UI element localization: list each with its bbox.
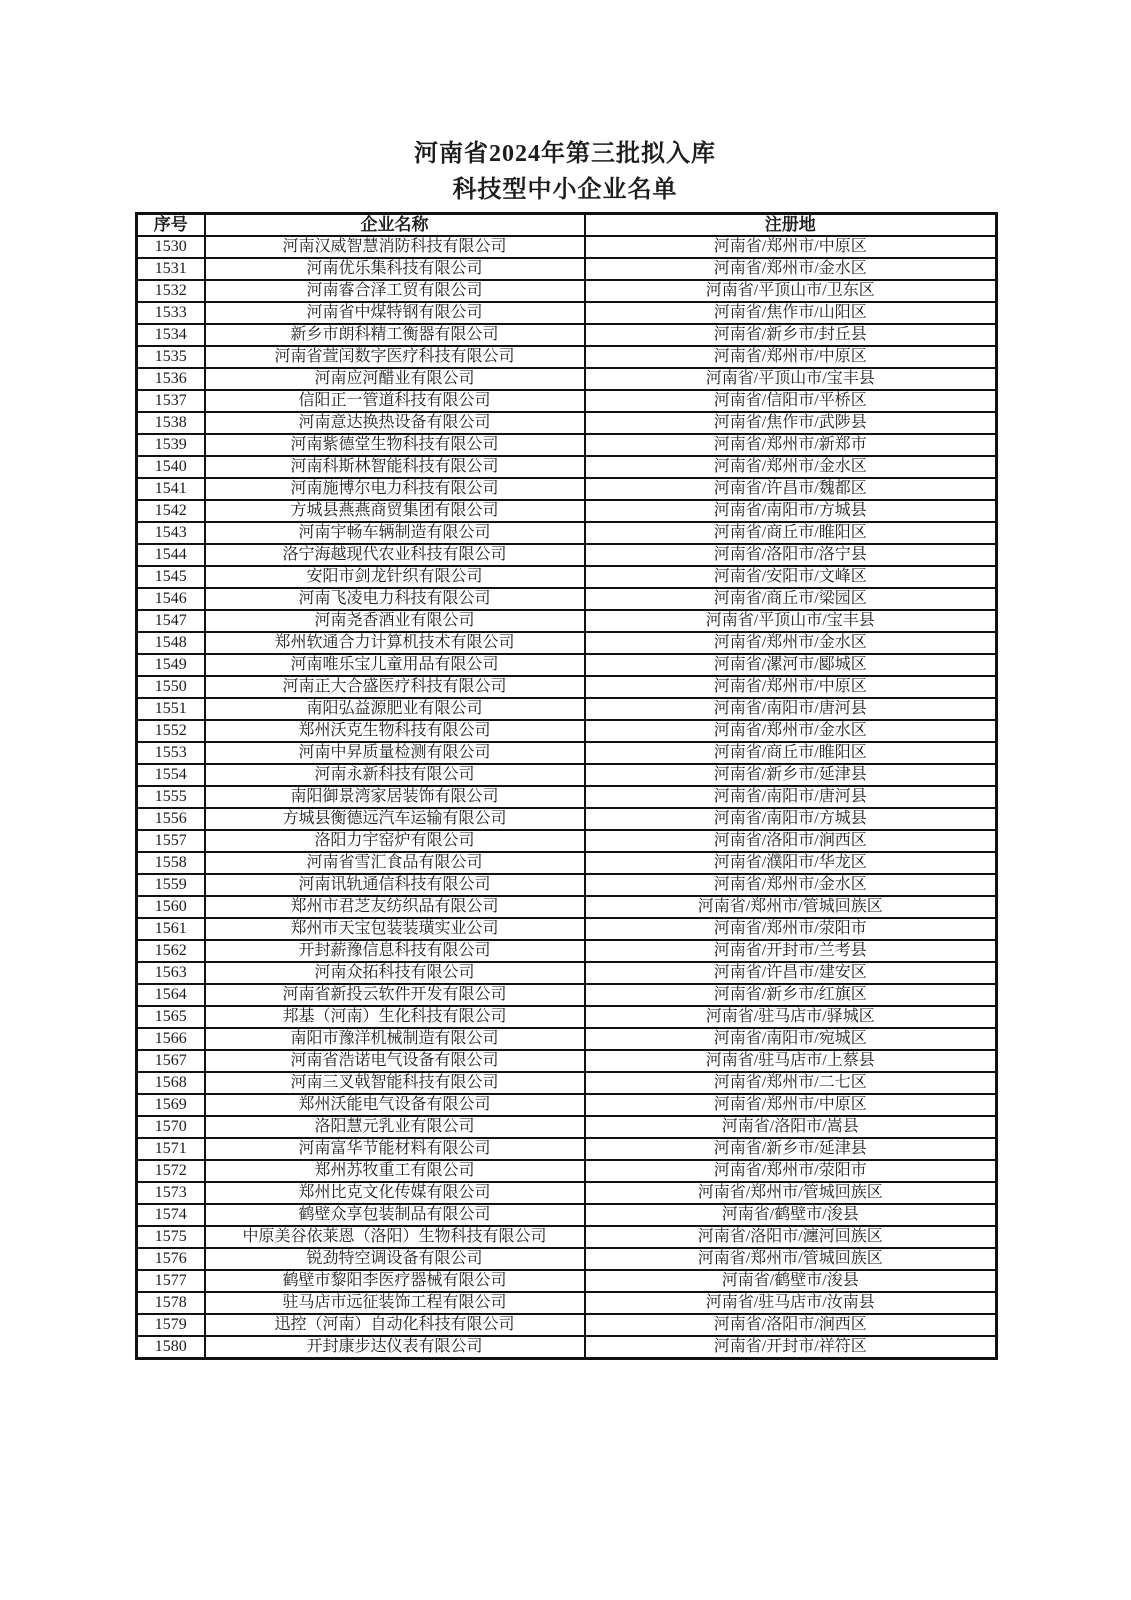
table-row (137, 280, 997, 302)
company-name-cell: 河南尧香酒业有限公司 (205, 610, 585, 632)
company-name-cell: 信阳正一管道科技有限公司 (205, 390, 585, 412)
table-row (137, 1094, 997, 1116)
company-name-cell: 鹤壁众享包装制品有限公司 (205, 1204, 585, 1226)
row-number-cell: 1574 (137, 1204, 205, 1226)
company-name-cell: 郑州比克文化传媒有限公司 (205, 1182, 585, 1204)
company-list-table (135, 212, 998, 1360)
table-row (137, 720, 997, 742)
table-row (137, 478, 997, 500)
company-name-cell: 河南意达换热设备有限公司 (205, 412, 585, 434)
row-number-cell: 1555 (137, 786, 205, 808)
registration-location-cell: 河南省/洛阳市/涧西区 (585, 830, 997, 852)
registration-location-cell: 河南省/新乡市/封丘县 (585, 324, 997, 346)
company-name-cell: 河南紫德堂生物科技有限公司 (205, 434, 585, 456)
row-number-cell: 1550 (137, 676, 205, 698)
table-row (137, 918, 997, 940)
company-name-cell: 河南省浩诺电气设备有限公司 (205, 1050, 585, 1072)
company-name-cell: 河南唯乐宝儿童用品有限公司 (205, 654, 585, 676)
row-number-cell: 1532 (137, 280, 205, 302)
row-number-cell: 1533 (137, 302, 205, 324)
row-number-cell: 1558 (137, 852, 205, 874)
company-name-cell: 河南汉威智慧消防科技有限公司 (205, 236, 585, 258)
table-row (137, 236, 997, 258)
registration-location-cell: 河南省/郑州市/荥阳市 (585, 1160, 997, 1182)
company-name-cell: 驻马店市远征装饰工程有限公司 (205, 1292, 585, 1314)
table-row (137, 1292, 997, 1314)
row-number-cell: 1551 (137, 698, 205, 720)
registration-location-cell: 河南省/新乡市/红旗区 (585, 984, 997, 1006)
company-name-cell: 南阳市豫洋机械制造有限公司 (205, 1028, 585, 1050)
registration-location-cell: 河南省/鹤壁市/浚县 (585, 1270, 997, 1292)
table-row (137, 786, 997, 808)
table-row (137, 1270, 997, 1292)
company-name-cell: 洛阳慧元乳业有限公司 (205, 1116, 585, 1138)
table-row (137, 940, 997, 962)
table-header (137, 214, 997, 237)
table-row (137, 412, 997, 434)
company-name-cell: 开封康步达仪表有限公司 (205, 1336, 585, 1359)
company-name-cell: 河南富华节能材料有限公司 (205, 1138, 585, 1160)
row-number-cell: 1578 (137, 1292, 205, 1314)
table-row (137, 1006, 997, 1028)
row-number-cell: 1576 (137, 1248, 205, 1270)
company-name-cell: 河南永新科技有限公司 (205, 764, 585, 786)
registration-location-cell: 河南省/开封市/兰考县 (585, 940, 997, 962)
row-number-cell: 1561 (137, 918, 205, 940)
registration-location-cell: 河南省/郑州市/中原区 (585, 1094, 997, 1116)
row-number-cell: 1571 (137, 1138, 205, 1160)
table-row (137, 764, 997, 786)
row-number-cell: 1536 (137, 368, 205, 390)
table-row (137, 1116, 997, 1138)
registration-location-cell: 河南省/鹤壁市/浚县 (585, 1204, 997, 1226)
table-row (137, 830, 997, 852)
table-row (137, 1204, 997, 1226)
row-number-cell: 1568 (137, 1072, 205, 1094)
table-row (137, 1028, 997, 1050)
row-number-cell: 1573 (137, 1182, 205, 1204)
registration-location-cell: 河南省/南阳市/唐河县 (585, 786, 997, 808)
registration-location-cell: 河南省/郑州市/新郑市 (585, 434, 997, 456)
row-number-cell: 1538 (137, 412, 205, 434)
registration-location-cell: 河南省/濮阳市/华龙区 (585, 852, 997, 874)
page-title-line1: 河南省2024年第三批拟入库 (414, 141, 716, 167)
registration-location-cell: 河南省/郑州市/中原区 (585, 236, 997, 258)
row-number-cell: 1548 (137, 632, 205, 654)
row-number-cell: 1546 (137, 588, 205, 610)
company-name-cell: 洛阳力宇窑炉有限公司 (205, 830, 585, 852)
table-row (137, 1138, 997, 1160)
company-name-cell: 河南施博尔电力科技有限公司 (205, 478, 585, 500)
table-row (137, 874, 997, 896)
company-name-cell: 河南宇畅车辆制造有限公司 (205, 522, 585, 544)
registration-location-cell: 河南省/许昌市/魏都区 (585, 478, 997, 500)
row-number-cell: 1552 (137, 720, 205, 742)
registration-location-cell: 河南省/洛阳市/嵩县 (585, 1116, 997, 1138)
table-header-row (137, 214, 997, 237)
company-name-cell: 河南省雪汇食品有限公司 (205, 852, 585, 874)
table-row (137, 654, 997, 676)
registration-location-cell: 河南省/南阳市/宛城区 (585, 1028, 997, 1050)
company-name-cell: 河南正大合盛医疗科技有限公司 (205, 676, 585, 698)
registration-location-cell: 河南省/郑州市/荥阳市 (585, 918, 997, 940)
registration-location-cell: 河南省/洛阳市/瀍河回族区 (585, 1226, 997, 1248)
registration-location-cell: 河南省/郑州市/金水区 (585, 258, 997, 280)
registration-location-cell: 河南省/驻马店市/驿城区 (585, 1006, 997, 1028)
registration-location-cell: 河南省/驻马店市/汝南县 (585, 1292, 997, 1314)
header-serial-number: 序号 (137, 214, 205, 237)
row-number-cell: 1572 (137, 1160, 205, 1182)
row-number-cell: 1539 (137, 434, 205, 456)
table-row (137, 1248, 997, 1270)
table-row (137, 544, 997, 566)
registration-location-cell: 河南省/南阳市/唐河县 (585, 698, 997, 720)
table-row (137, 434, 997, 456)
company-name-cell: 邦基（河南）生化科技有限公司 (205, 1006, 585, 1028)
company-name-cell: 南阳弘益源肥业有限公司 (205, 698, 585, 720)
registration-location-cell: 河南省/洛阳市/涧西区 (585, 1314, 997, 1336)
company-name-cell: 郑州沃能电气设备有限公司 (205, 1094, 585, 1116)
table-row (137, 258, 997, 280)
registration-location-cell: 河南省/商丘市/梁园区 (585, 588, 997, 610)
company-name-cell: 河南省新投云软件开发有限公司 (205, 984, 585, 1006)
company-name-cell: 中原美谷依莱恩（洛阳）生物科技有限公司 (205, 1226, 585, 1248)
company-name-cell: 郑州软通合力计算机技术有限公司 (205, 632, 585, 654)
table-row (137, 522, 997, 544)
company-name-cell: 郑州沃克生物科技有限公司 (205, 720, 585, 742)
row-number-cell: 1559 (137, 874, 205, 896)
row-number-cell: 1530 (137, 236, 205, 258)
row-number-cell: 1562 (137, 940, 205, 962)
table-row (137, 742, 997, 764)
row-number-cell: 1567 (137, 1050, 205, 1072)
table-row (137, 1160, 997, 1182)
registration-location-cell: 河南省/郑州市/管城回族区 (585, 1248, 997, 1270)
table-row (137, 632, 997, 654)
company-name-cell: 新乡市朗科精工衡器有限公司 (205, 324, 585, 346)
row-number-cell: 1553 (137, 742, 205, 764)
row-number-cell: 1542 (137, 500, 205, 522)
table-row (137, 324, 997, 346)
registration-location-cell: 河南省/安阳市/文峰区 (585, 566, 997, 588)
table-row (137, 1050, 997, 1072)
table-row (137, 302, 997, 324)
row-number-cell: 1569 (137, 1094, 205, 1116)
registration-location-cell: 河南省/郑州市/金水区 (585, 632, 997, 654)
row-number-cell: 1566 (137, 1028, 205, 1050)
table-row (137, 962, 997, 984)
table-row (137, 698, 997, 720)
row-number-cell: 1570 (137, 1116, 205, 1138)
row-number-cell: 1563 (137, 962, 205, 984)
page-title-line2: 科技型中小企业名单 (452, 177, 678, 203)
registration-location-cell: 河南省/郑州市/金水区 (585, 874, 997, 896)
page-title (135, 136, 995, 208)
table-row (137, 896, 997, 918)
company-name-cell: 南阳御景湾家居装饰有限公司 (205, 786, 585, 808)
row-number-cell: 1564 (137, 984, 205, 1006)
registration-location-cell: 河南省/郑州市/管城回族区 (585, 1182, 997, 1204)
company-name-cell: 河南飞凌电力科技有限公司 (205, 588, 585, 610)
registration-location-cell: 河南省/信阳市/平桥区 (585, 390, 997, 412)
table-row (137, 852, 997, 874)
registration-location-cell: 河南省/南阳市/方城县 (585, 500, 997, 522)
row-number-cell: 1554 (137, 764, 205, 786)
table-row (137, 500, 997, 522)
registration-location-cell: 河南省/洛阳市/洛宁县 (585, 544, 997, 566)
company-name-cell: 方城县燕燕商贸集团有限公司 (205, 500, 585, 522)
registration-location-cell: 河南省/漯河市/郾城区 (585, 654, 997, 676)
table-body (137, 236, 997, 1359)
company-name-cell: 郑州苏牧重工有限公司 (205, 1160, 585, 1182)
company-name-cell: 河南省中煤特钢有限公司 (205, 302, 585, 324)
table-row (137, 1226, 997, 1248)
table-row (137, 456, 997, 478)
row-number-cell: 1531 (137, 258, 205, 280)
table-row (137, 390, 997, 412)
company-name-cell: 河南睿合泽工贸有限公司 (205, 280, 585, 302)
header-registration-location: 注册地 (585, 214, 997, 237)
registration-location-cell: 河南省/平顶山市/宝丰县 (585, 610, 997, 632)
registration-location-cell: 河南省/郑州市/管城回族区 (585, 896, 997, 918)
row-number-cell: 1557 (137, 830, 205, 852)
company-name-cell: 河南众拓科技有限公司 (205, 962, 585, 984)
row-number-cell: 1579 (137, 1314, 205, 1336)
company-name-cell: 河南中昇质量检测有限公司 (205, 742, 585, 764)
registration-location-cell: 河南省/郑州市/中原区 (585, 346, 997, 368)
table-row (137, 346, 997, 368)
registration-location-cell: 河南省/新乡市/延津县 (585, 1138, 997, 1160)
row-number-cell: 1556 (137, 808, 205, 830)
company-name-cell: 河南省萱闰数字医疗科技有限公司 (205, 346, 585, 368)
table-row (137, 676, 997, 698)
registration-location-cell: 河南省/焦作市/武陟县 (585, 412, 997, 434)
row-number-cell: 1560 (137, 896, 205, 918)
company-name-cell: 锐劲特空调设备有限公司 (205, 1248, 585, 1270)
row-number-cell: 1577 (137, 1270, 205, 1292)
row-number-cell: 1549 (137, 654, 205, 676)
registration-location-cell: 河南省/新乡市/延津县 (585, 764, 997, 786)
company-name-cell: 洛宁海越现代农业科技有限公司 (205, 544, 585, 566)
company-name-cell: 河南应河醋业有限公司 (205, 368, 585, 390)
company-name-cell: 河南讯轨通信科技有限公司 (205, 874, 585, 896)
table-row (137, 808, 997, 830)
registration-location-cell: 河南省/郑州市/金水区 (585, 720, 997, 742)
registration-location-cell: 河南省/郑州市/金水区 (585, 456, 997, 478)
company-name-cell: 河南优乐集科技有限公司 (205, 258, 585, 280)
registration-location-cell: 河南省/郑州市/中原区 (585, 676, 997, 698)
table-row (137, 566, 997, 588)
row-number-cell: 1565 (137, 1006, 205, 1028)
registration-location-cell: 河南省/商丘市/睢阳区 (585, 522, 997, 544)
table-row (137, 1072, 997, 1094)
registration-location-cell: 河南省/驻马店市/上蔡县 (585, 1050, 997, 1072)
row-number-cell: 1540 (137, 456, 205, 478)
company-name-cell: 方城县衡德远汽车运输有限公司 (205, 808, 585, 830)
table-row (137, 610, 997, 632)
row-number-cell: 1544 (137, 544, 205, 566)
company-name-cell: 郑州市君芝友纺织品有限公司 (205, 896, 585, 918)
registration-location-cell: 河南省/平顶山市/卫东区 (585, 280, 997, 302)
row-number-cell: 1537 (137, 390, 205, 412)
table-row (137, 588, 997, 610)
row-number-cell: 1580 (137, 1336, 205, 1359)
row-number-cell: 1547 (137, 610, 205, 632)
company-name-cell: 鹤壁市黎阳李医疗器械有限公司 (205, 1270, 585, 1292)
header-company-name: 企业名称 (205, 214, 585, 237)
row-number-cell: 1535 (137, 346, 205, 368)
row-number-cell: 1575 (137, 1226, 205, 1248)
registration-location-cell: 河南省/郑州市/二七区 (585, 1072, 997, 1094)
registration-location-cell: 河南省/商丘市/睢阳区 (585, 742, 997, 764)
table-row (137, 1182, 997, 1204)
registration-location-cell: 河南省/开封市/祥符区 (585, 1336, 997, 1359)
table-row (137, 1336, 997, 1359)
row-number-cell: 1534 (137, 324, 205, 346)
row-number-cell: 1545 (137, 566, 205, 588)
company-name-cell: 开封薪豫信息科技有限公司 (205, 940, 585, 962)
table-row (137, 1314, 997, 1336)
company-name-cell: 河南科斯林智能科技有限公司 (205, 456, 585, 478)
company-name-cell: 河南三叉戟智能科技有限公司 (205, 1072, 585, 1094)
company-name-cell: 迅控（河南）自动化科技有限公司 (205, 1314, 585, 1336)
company-name-cell: 郑州市天宝包装装璜实业公司 (205, 918, 585, 940)
registration-location-cell: 河南省/南阳市/方城县 (585, 808, 997, 830)
registration-location-cell: 河南省/焦作市/山阳区 (585, 302, 997, 324)
registration-location-cell: 河南省/平顶山市/宝丰县 (585, 368, 997, 390)
row-number-cell: 1543 (137, 522, 205, 544)
row-number-cell: 1541 (137, 478, 205, 500)
table-row (137, 368, 997, 390)
table-row (137, 984, 997, 1006)
registration-location-cell: 河南省/许昌市/建安区 (585, 962, 997, 984)
company-name-cell: 安阳市剑龙针织有限公司 (205, 566, 585, 588)
